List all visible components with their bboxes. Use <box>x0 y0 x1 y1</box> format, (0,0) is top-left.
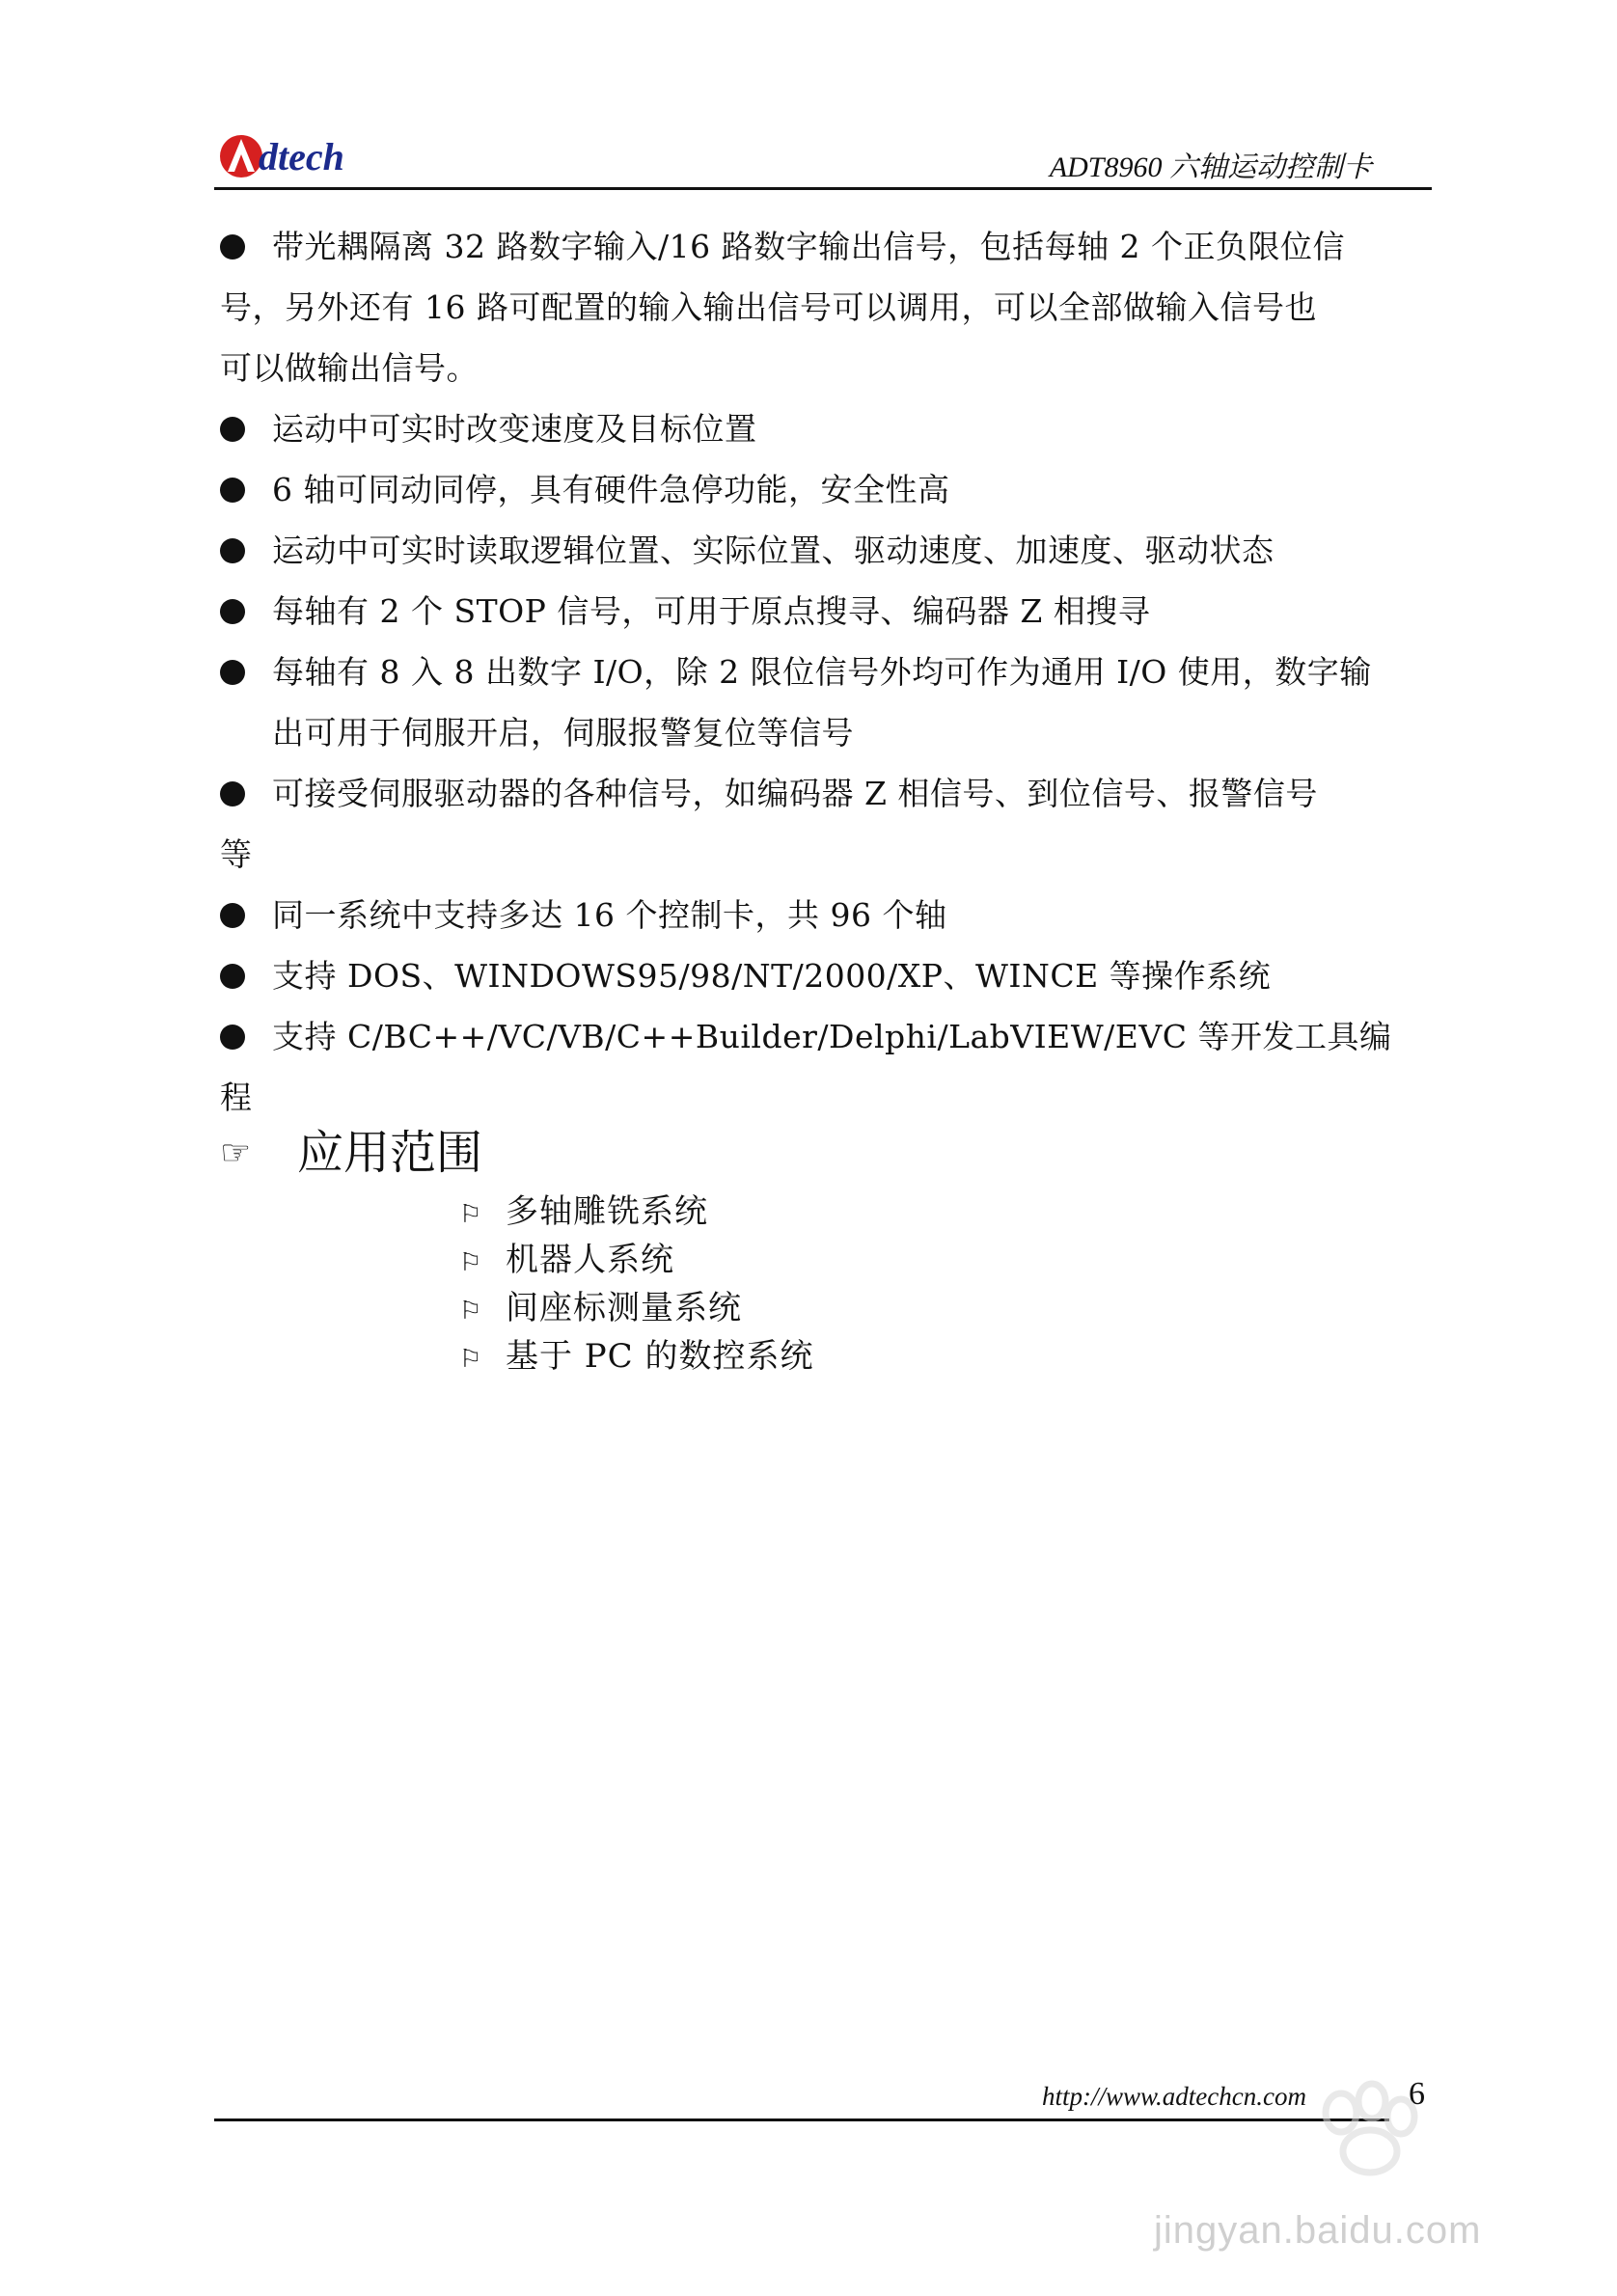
feature-item <box>220 459 1405 520</box>
feature-text: 每轴有 8 入 8 出数字 I/O，除 2 限位信号外均可作为通用 I/O 使用，数字输 <box>272 653 1372 691</box>
feature-text: 支持 DOS、WINDOWS95/98/NT/2000/XP、WINCE 等操作系统 <box>272 957 1272 995</box>
feature-text: 运动中可实时改变速度及目标位置 <box>272 410 757 448</box>
footer-url: http://www.adtechcn.com <box>1042 2082 1306 2111</box>
feature-text: 带光耦隔离 32 路数字输入/16 路数字输出信号，包括每轴 2 个正负限位信 <box>272 228 1346 265</box>
feature-continuation: 等 <box>220 835 253 873</box>
flag-icon: ⚐ <box>459 1297 483 1326</box>
bullet-icon <box>220 903 245 928</box>
feature-item <box>220 216 1405 398</box>
application-list <box>459 1189 1088 1382</box>
bullet-icon <box>220 660 245 685</box>
feature-item <box>220 763 1405 885</box>
bullet-icon <box>220 417 245 442</box>
bullet-icon <box>220 781 245 806</box>
feature-text: 每轴有 2 个 STOP 信号，可用于原点搜寻、编码器 Z 相搜寻 <box>272 592 1151 630</box>
bullet-icon <box>220 234 245 260</box>
feature-text: 6 轴可同动同停，具有硬件急停功能，安全性高 <box>272 471 950 508</box>
feature-text: 运动中可实时读取逻辑位置、实际位置、驱动速度、加速度、驱动状态 <box>272 532 1274 569</box>
watermark-site: jingyan.baidu.com <box>1154 2209 1482 2252</box>
feature-continuation: 出可用于伺服开启，伺服报警复位等信号 <box>272 714 854 752</box>
svg-text:dtech: dtech <box>259 135 344 178</box>
bullet-icon <box>220 1025 245 1050</box>
feature-item <box>220 1006 1405 1128</box>
application-item <box>459 1334 1088 1382</box>
feature-continuation: 号，另外还有 16 路可配置的输入输出信号可以调用，可以全部做输入信号也 <box>220 288 1317 326</box>
feature-text: 同一系统中支持多达 16 个控制卡，共 96 个轴 <box>272 896 947 934</box>
application-label: 间座标测量系统 <box>506 1289 742 1327</box>
page-header <box>214 123 1432 190</box>
feature-item <box>220 642 1405 763</box>
application-label: 机器人系统 <box>506 1241 674 1279</box>
feature-item <box>220 581 1405 642</box>
bullet-icon <box>220 599 245 624</box>
pointing-hand-icon: ☞ <box>220 1134 252 1173</box>
page-number: 6 <box>1409 2076 1425 2112</box>
section-title: 应用范围 <box>297 1126 483 1180</box>
feature-item <box>220 520 1405 581</box>
application-item <box>459 1189 1088 1238</box>
feature-item <box>220 398 1405 459</box>
feature-text: 支持 C/BC++/VC/VB/C++Builder/Delphi/LabVIEW/EVC 等开发工具编程 <box>220 1018 1392 1116</box>
section-heading <box>220 1119 1088 1188</box>
feature-list <box>220 216 1405 1128</box>
feature-continuation: 可以做输出信号。 <box>220 349 479 387</box>
application-label: 多轴雕铣系统 <box>506 1192 708 1231</box>
flag-icon: ⚐ <box>459 1345 483 1374</box>
flag-icon: ⚐ <box>459 1248 483 1277</box>
application-item <box>459 1238 1088 1286</box>
document-title: ADT8960 六轴运动控制卡 <box>1049 151 1372 183</box>
application-item <box>459 1286 1088 1334</box>
application-label: 基于 PC 的数控系统 <box>506 1337 814 1376</box>
application-section <box>220 1119 1088 1382</box>
bullet-icon <box>220 478 245 503</box>
feature-item <box>220 945 1405 1006</box>
adtech-logo <box>216 127 390 181</box>
bullet-icon <box>220 538 245 563</box>
feature-item <box>220 885 1405 945</box>
bullet-icon <box>220 964 245 989</box>
feature-text: 可接受伺服驱动器的各种信号，如编码器 Z 相信号、到位信号、报警信号 <box>272 775 1318 812</box>
flag-icon: ⚐ <box>459 1200 483 1229</box>
